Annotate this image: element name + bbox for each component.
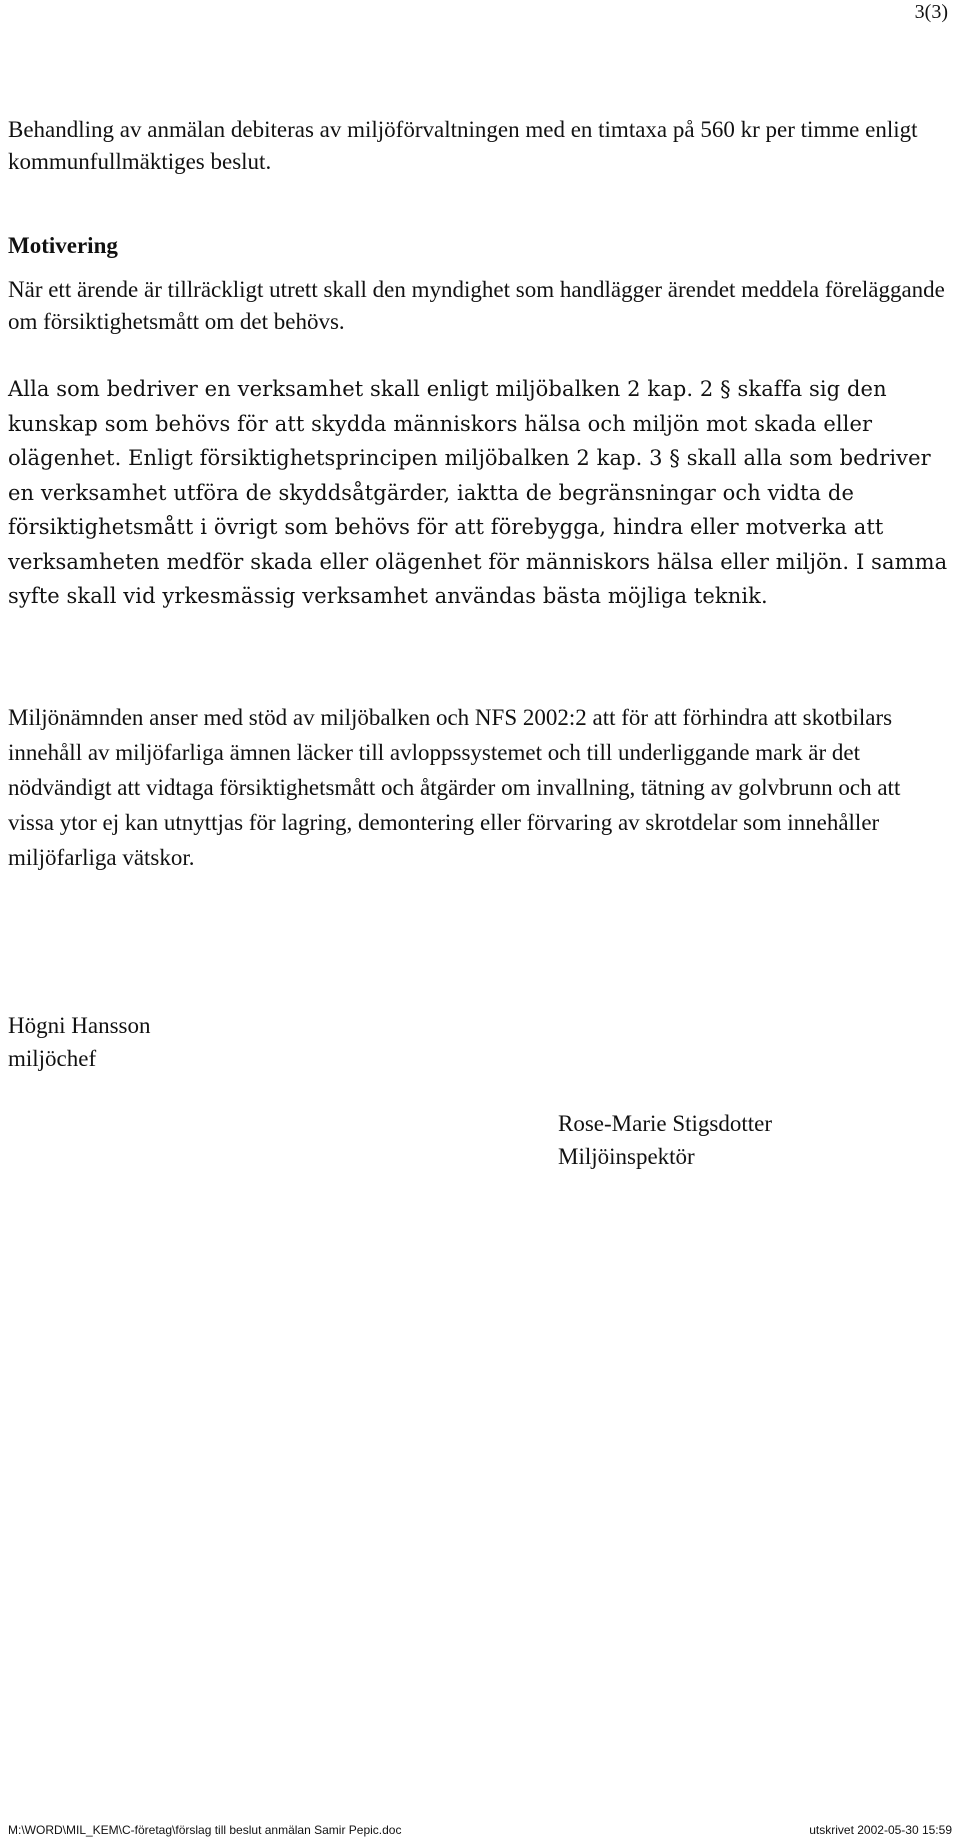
signatory-title: miljöchef — [8, 1046, 97, 1071]
inspector-title: Miljöinspektör — [558, 1144, 695, 1169]
paragraph-precaution-principle: Alla som bedriver en verksamhet skall enligt miljöbalken 2 kap. 2 § skaffa sig den kunskap som behövs för att skydda människors hälsa och miljön mot skada eller olägenhet. Enligt försiktighetsprincipen miljöbalken 2 kap. 3 § skall alla som bedriver en verksamhet utföra de skyddsåtgärder, iaktta de begränsningar och vidta de försiktighetsmått i övrigt som behövs för att förebygga, hindra eller motverka att verksamheten medför skada eller olägenhet för människors hälsa eller miljön. I samma syfte skall vid yrkesmässig verksamhet användas bästa möjliga teknik. — [8, 377, 948, 608]
footer-print-date: utskrivet 2002-05-30 15:59 — [809, 1823, 952, 1837]
footer-file-path: M:\WORD\MIL_KEM\C-företag\förslag till beslut anmälan Samir Pepic.doc — [8, 1823, 402, 1837]
signatory-name: Högni Hansson — [8, 1013, 151, 1038]
paragraph-fee: Behandling av anmälan debiteras av miljöförvaltningen med en timtaxa på 560 kr per timme enligt kommunfullmäktiges beslut. — [8, 117, 918, 174]
page-number: 3(3) — [914, 1, 948, 23]
inspector-name: Rose-Marie Stigsdotter — [558, 1111, 772, 1136]
paragraph-decision-basis: Miljönämnden anser med stöd av miljöbalken och NFS 2002:2 att för att förhindra att skotbilars innehåll av miljöfarliga ämnen läcker till avloppssystemet och till underliggande mark är det nödvändigt att vidtaga försiktighetsmått och åtgärder om invallning, tätning av golvbrunn och att vissa ytor ej kan utnyttjas för lagring, demontering eller förvaring av skrotdelar som innehåller miljöfarliga vätskor. — [8, 705, 901, 870]
section-heading: Motivering — [8, 233, 118, 258]
paragraph-authority: När ett ärende är tillräckligt utrett skall den myndighet som handlägger ärendet meddela föreläggande om försiktighetsmått om det behövs. — [8, 277, 945, 334]
